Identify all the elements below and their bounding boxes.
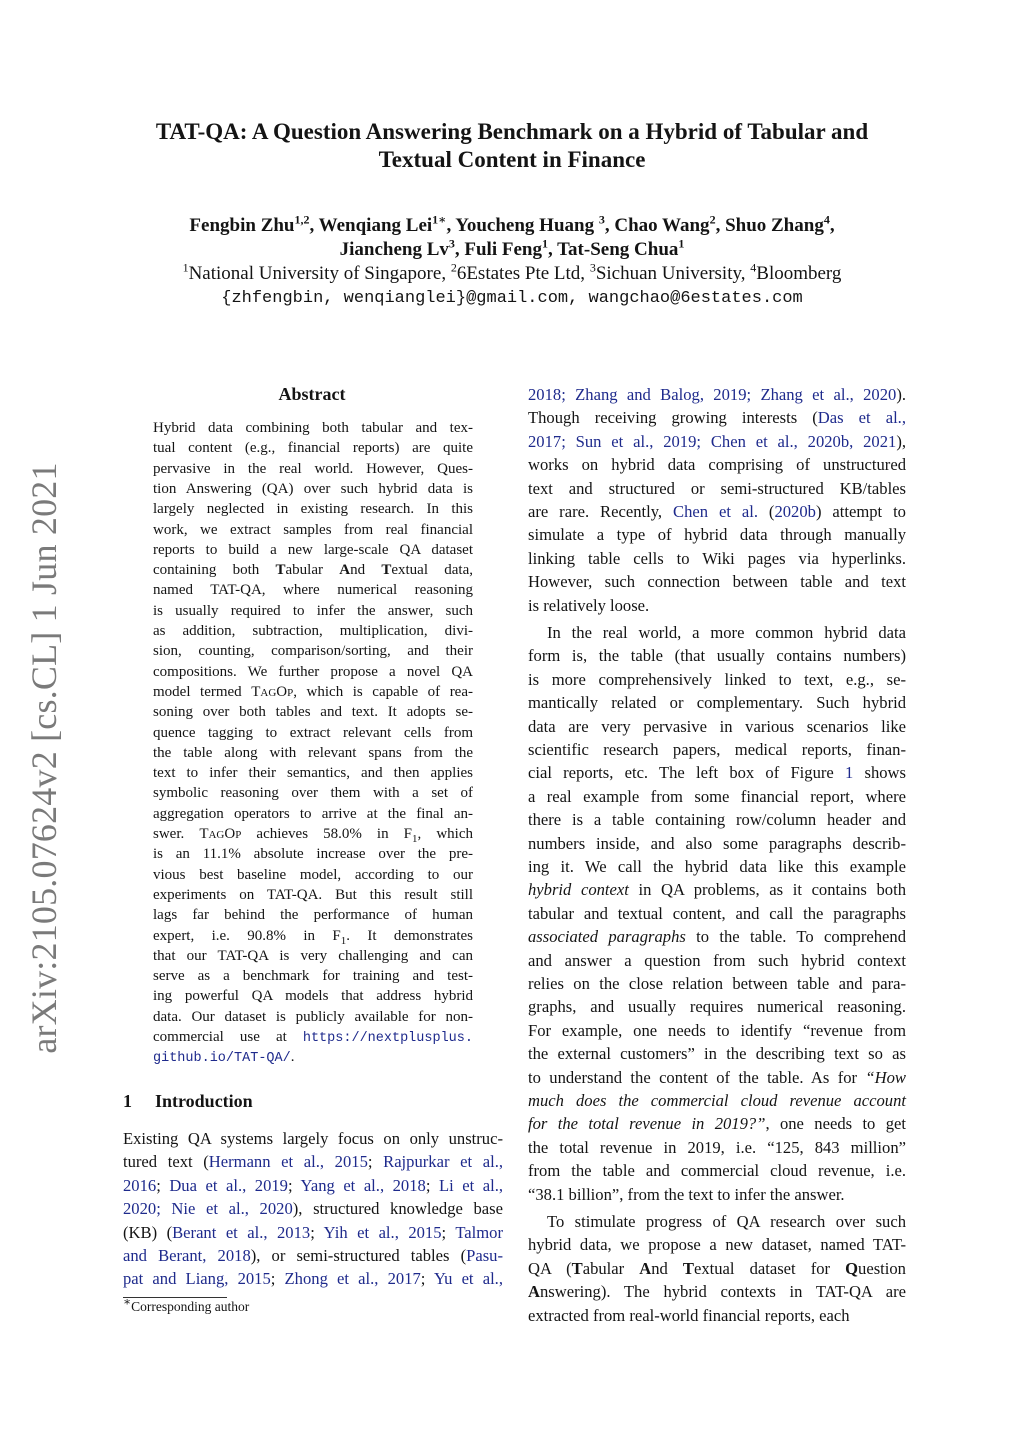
abstract-line: Hybrid data combining both tabular and tex- [153,420,473,436]
footnote-corresponding-author: ∗Corresponding author [123,1294,250,1314]
right-column-line: is relatively loose. [528,595,650,615]
abstract-line: work, we extract samples from real financial [153,521,473,538]
introduction-line: Existing QA systems largely focus on only unstruc- [123,1129,503,1148]
right-column-line: the external customers” in the describing text so as [528,1044,906,1064]
introduction-line: tured text (Hermann et al., 2015; Rajpurkar et al., [123,1152,503,1172]
right-column-line: tabular and textual content, and call the paragraphs [528,903,906,923]
section-number: 1 [123,1091,132,1111]
abstract-line: is an 11.1% absolute increase over the pre- [153,846,473,863]
abstract-line: as addition, subtraction, multiplication, divi- [153,623,473,639]
contact-emails: {zhfengbin, wenqianglei}@gmail.com, wangchao@6estates.com [221,289,803,308]
abstract-line: commercial use at https://nextplusplus. [153,1029,473,1046]
right-column-line: are rare. Recently, Chen et al. (2020b) attempt to [528,502,906,521]
right-column-line: for the total revenue in 2019?”, one needs to get [528,1114,906,1134]
right-column-line: scientific research papers, medical reports, finan- [528,740,906,759]
paper-title-line-2: Textual Content in Finance [378,147,646,172]
abstract-line: ing powerful QA models that address hybrid [153,988,473,1005]
section-heading-introduction [123,1091,253,1112]
right-column-line: text and structured or semi-structured KB/tables [528,478,906,498]
abstract-line: quence tagging to extract relevant cells from [153,724,473,741]
abstract-line: soning over both tables and text. It adopts se- [153,704,473,721]
right-column-line: a real example from some financial report, where [528,786,906,806]
abstract-line: sion, counting, comparison/sorting, and their [153,643,473,660]
right-column-line: linking table cells to Wiki pages via hyperlinks. [528,548,906,568]
abstract-line: containing both Tabular And Textual data, [153,562,473,579]
right-column-line: cial reports, etc. The left box of Figure 1 shows [528,763,906,783]
right-column-line: hybrid data, we propose a new dataset, named TAT- [528,1235,906,1255]
right-column-line: However, such connection between table and text [528,572,906,592]
right-column-line: relies on the close relation between table and para- [528,974,906,993]
abstract-line: aggregation operators to arrive at the final an- [153,805,473,822]
abstract-line: experiments on TAT-QA. But this result still [153,886,473,903]
abstract-line: data. Our dataset is publicly available for non- [153,1008,473,1025]
right-column-line: extracted from real-world financial reports, each [528,1305,850,1325]
introduction-line: (KB) (Berant et al., 2013; Yih et al., 2015; Talmor [123,1222,503,1242]
right-column-line: graphs, and usually requires numerical reasoning. [528,997,906,1017]
abstract-line: reports to build a new large-scale QA dataset [153,541,473,558]
right-column-line: much does the commercial cloud revenue account [528,1091,906,1110]
right-column-line: data are very pervasive in various scenarios like [528,716,906,736]
right-column-line: hybrid context in QA problems, as it contains both [528,880,906,900]
right-column-line: numbers inside, and also some paragraphs describ- [528,833,906,853]
abstract-line: github.io/TAT-QA/. [153,1049,295,1067]
right-column-line: ing it. We call the hybrid data like this example [528,857,906,876]
right-column-line: associated paragraphs to the table. To comprehend [528,927,906,947]
right-column-line: 2017; Sun et al., 2019; Chen et al., 2020b, 2021), [528,431,906,451]
abstract-line: model termed TagOp, which is capable of rea- [153,683,473,700]
right-column-line: mantically related or complementary. Such hybrid [528,693,906,713]
abstract-line: tual content (e.g., financial reports) are quite [153,440,473,457]
right-column-line: there is a table containing row/column header and [528,810,906,830]
abstract-line: is usually required to infer the answer, such [153,602,473,619]
abstract-line: lags far behind the performance of human [153,907,473,924]
abstract-line: serve as a benchmark for training and test- [153,968,473,985]
abstract-line: symbolic reasoning over them with a set of [153,785,473,802]
abstract-line: tion Answering (QA) over such hybrid data is [153,480,473,497]
abstract-line: swer. TagOp achieves 58.0% in $F_1$, which [153,826,473,845]
introduction-line: 2016; Dua et al., 2019; Yang et al., 2018; Li et al., [123,1175,503,1195]
right-column-line: and answer a question from such hybrid context [528,950,906,970]
right-column-line: form is, the table (that usually contains numbers) [528,646,906,666]
abstract-line: largely neglected in existing research. In this [153,501,473,518]
right-column-line: For example, one needs to identify “revenue from [528,1020,906,1040]
right-column-line: is more comprehensively linked to text, e.g., se- [528,669,906,689]
abstract-heading: Abstract [278,384,346,404]
right-column-line: from the table and commercial cloud revenue, i.e. [528,1161,906,1181]
paper-title-line-1: TAT-QA: A Question Answering Benchmark on a Hybrid of Tabular and [155,119,869,144]
abstract-line: expert, i.e. 90.8% in $F_1$. It demonstrates [153,927,474,947]
right-column-line: To stimulate progress of QA research over such [547,1212,906,1231]
abstract-line: text to infer their semantics, and then applies [153,765,473,782]
section-title: Introduction [155,1091,253,1111]
right-column-line: works on hybrid data comprising of unstructured [528,455,906,475]
affiliations: $^1$National University of Singapore, $^2$6Estates Pte Ltd, $^3$Sichuan University, $^4$Bloomberg [182,260,842,284]
right-column-line: the total revenue in 2019, i.e. “125, 843 million” [528,1137,906,1157]
right-column-line: QA (Tabular And Textual dataset for Question [528,1258,906,1278]
introduction-line: and Berant, 2018), or semi-structured tables (Pasu- [123,1246,503,1265]
right-column-line: 2018; Zhang and Balog, 2019; Zhang et al., 2020). [528,385,906,404]
introduction-line: 2020; Nie et al., 2020), structured knowledge base [123,1199,503,1219]
abstract-line: compositions. We further propose a novel QA [153,663,473,680]
abstract-line: pervasive in the real world. However, Ques- [153,460,473,477]
authors-line-1: Fengbin Zhu$^{1,2}$, Wenqiang Lei$^{1∗}$, Youcheng Huang $^3$, Chao Wang$^2$, Shuo Zhang$^4$, [189,212,835,236]
abstract-line: vious best baseline model, according to our [153,866,473,883]
right-column-line: simulate a type of hybrid data through manually [528,525,906,545]
arxiv-sidebar-stamp [22,462,66,1054]
footnote-rule [123,1297,227,1298]
abstract-line: the table along with relevant spans from the [153,744,473,761]
authors-line-2: Jiancheng Lv$^3$, Fuli Feng$^1$, Tat-Seng Chua$^1$ [339,236,685,260]
right-column-line: “38.1 billion”, from the text to infer the answer. [528,1184,845,1204]
introduction-line: pat and Liang, 2015; Zhong et al., 2017; Yu et al., [123,1269,503,1289]
abstract-line: named TAT-QA, where numerical reasoning [153,582,473,599]
abstract-line: that our TAT-QA is very challenging and can [153,947,473,964]
arxiv-identifier: arXiv:2105.07624v2 [cs.CL] 1 Jun 2021 [24,462,64,1054]
right-column-line: In the real world, a more common hybrid data [547,623,906,642]
right-column-line: Answering). The hybrid contexts in TAT-QA are [528,1282,906,1302]
right-column-line: to understand the content of the table. As for “How [528,1067,906,1087]
right-column-line: Though receiving growing interests (Das et al., [528,408,906,428]
